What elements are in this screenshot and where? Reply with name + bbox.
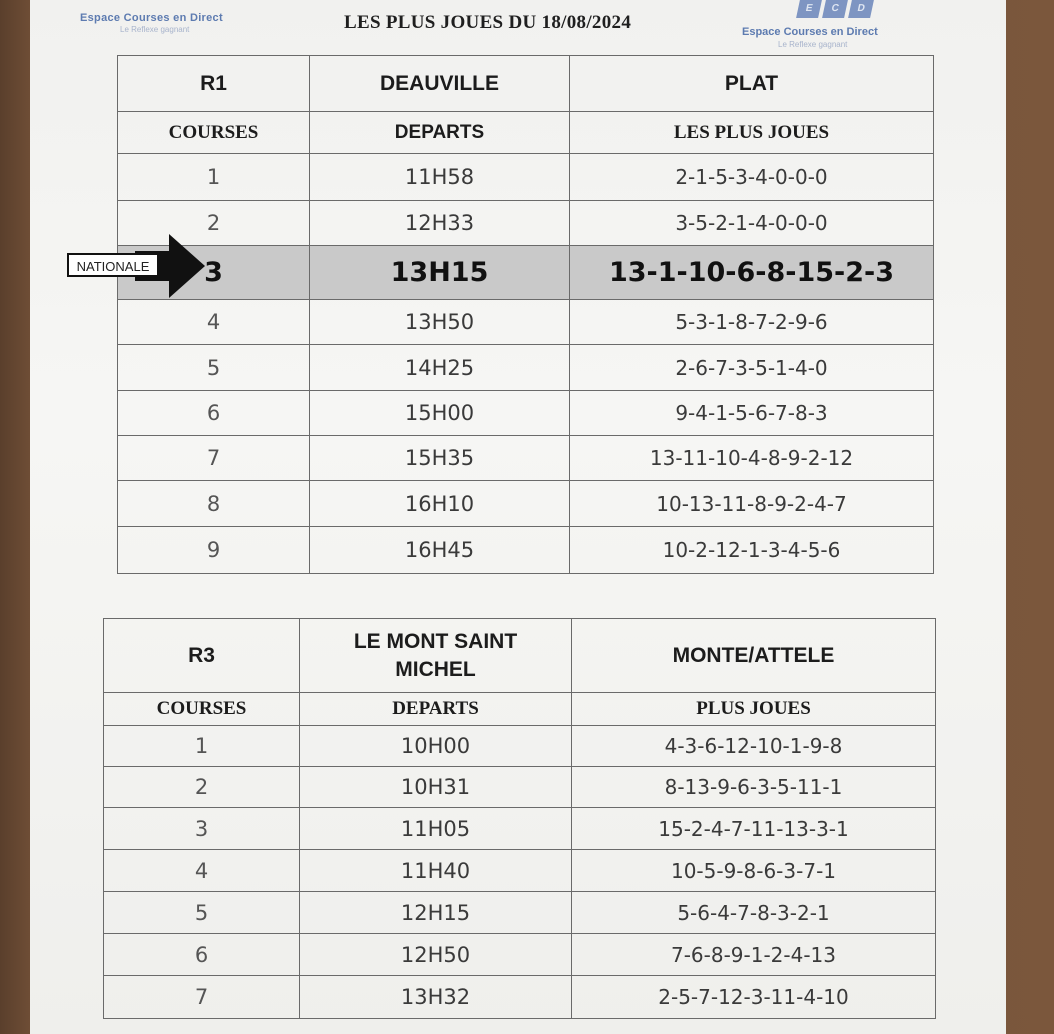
plus-joues-sequence: 2-5-7-12-3-11-4-10 bbox=[572, 976, 936, 1019]
course-number: 7 bbox=[104, 976, 300, 1019]
course-number: 7 bbox=[118, 436, 310, 481]
hippodrome-cell bbox=[300, 619, 572, 693]
depart-time: 16H45 bbox=[310, 527, 570, 574]
col-header-courses: COURSES bbox=[118, 112, 310, 154]
page-title: LES PLUS JOUES DU 18/08/2024 bbox=[344, 12, 632, 33]
logo-left-text: Espace Courses en Direct bbox=[80, 12, 223, 24]
col-header-courses: COURSES bbox=[104, 693, 300, 726]
plus-joues-sequence: 10-2-12-1-3-4-5-6 bbox=[570, 527, 934, 574]
depart-time: 16H10 bbox=[310, 481, 570, 527]
table-row bbox=[118, 201, 934, 246]
plus-joues-sequence: 2-1-5-3-4-0-0-0 bbox=[570, 154, 934, 201]
course-number: 6 bbox=[118, 391, 310, 436]
course-number: 5 bbox=[118, 345, 310, 391]
table-row bbox=[104, 850, 936, 892]
table-r1-deauville bbox=[117, 55, 934, 574]
table-row bbox=[118, 481, 934, 527]
course-number: 3 bbox=[104, 808, 300, 850]
logo-right-text: Espace Courses en Direct bbox=[742, 26, 878, 38]
depart-time: 12H33 bbox=[310, 201, 570, 246]
logo-letters bbox=[798, 0, 876, 18]
plus-joues-sequence: 13-11-10-4-8-9-2-12 bbox=[570, 436, 934, 481]
table-row bbox=[118, 154, 934, 201]
course-number: 2 bbox=[104, 767, 300, 808]
plus-joues-sequence: 5-3-1-8-7-2-9-6 bbox=[570, 300, 934, 345]
depart-time: 15H35 bbox=[310, 436, 570, 481]
depart-time: 10H00 bbox=[300, 726, 572, 767]
discipline-cell: MONTE/ATTELE bbox=[572, 619, 936, 693]
course-number: 2 bbox=[118, 201, 310, 246]
hippodrome-line-2: MICHEL bbox=[395, 657, 476, 681]
logo-letter: E bbox=[796, 0, 822, 18]
table-row bbox=[118, 300, 934, 345]
plus-joues-sequence: 3-5-2-1-4-0-0-0 bbox=[570, 201, 934, 246]
table-row bbox=[104, 976, 936, 1019]
reunion-cell: R1 bbox=[118, 56, 310, 112]
table-row bbox=[104, 934, 936, 976]
course-number: 1 bbox=[118, 154, 310, 201]
table-row bbox=[104, 808, 936, 850]
depart-time: 12H50 bbox=[300, 934, 572, 976]
hippodrome-line-1: LE MONT SAINT bbox=[353, 629, 518, 653]
table-row bbox=[118, 391, 934, 436]
depart-time: 11H05 bbox=[300, 808, 572, 850]
discipline-cell: PLAT bbox=[570, 56, 934, 112]
table-r3-mont-saint-michel bbox=[103, 618, 936, 1019]
logo-right-sub: Le Reflexe gagnant bbox=[778, 40, 848, 49]
col-header-departs: DEPARTS bbox=[310, 112, 570, 154]
depart-time: 13H32 bbox=[300, 976, 572, 1019]
logo-letter: C bbox=[822, 0, 848, 18]
table-row bbox=[118, 527, 934, 574]
table-header-row bbox=[118, 56, 934, 112]
table-header-row bbox=[104, 619, 936, 693]
course-number: 4 bbox=[118, 300, 310, 345]
depart-time: 10H31 bbox=[300, 767, 572, 808]
logo-letter: D bbox=[848, 0, 874, 18]
plus-joues-sequence: 15-2-4-7-11-13-3-1 bbox=[572, 808, 936, 850]
col-header-plus-joues: PLUS JOUES bbox=[572, 693, 936, 726]
course-number: 4 bbox=[104, 850, 300, 892]
logo-left bbox=[80, 12, 290, 42]
course-number: 1 bbox=[104, 726, 300, 767]
plus-joues-sequence: 5-6-4-7-8-3-2-1 bbox=[572, 892, 936, 934]
table-row bbox=[104, 767, 936, 808]
table-subheader-row bbox=[104, 693, 936, 726]
depart-time: 11H40 bbox=[300, 850, 572, 892]
col-header-plus-joues: LES PLUS JOUES bbox=[570, 112, 934, 154]
table-row-highlighted bbox=[118, 246, 934, 300]
plus-joues-sequence: 2-6-7-3-5-1-4-0 bbox=[570, 345, 934, 391]
course-number: 9 bbox=[118, 527, 310, 574]
depart-time: 11H58 bbox=[310, 154, 570, 201]
course-number: 5 bbox=[104, 892, 300, 934]
plus-joues-sequence: 10-5-9-8-6-3-7-1 bbox=[572, 850, 936, 892]
plus-joues-sequence: 4-3-6-12-10-1-9-8 bbox=[572, 726, 936, 767]
table-row bbox=[118, 345, 934, 391]
plus-joues-sequence: 7-6-8-9-1-2-4-13 bbox=[572, 934, 936, 976]
depart-time: 15H00 bbox=[310, 391, 570, 436]
course-number: 8 bbox=[118, 481, 310, 527]
table-row bbox=[104, 726, 936, 767]
depart-time: 13H15 bbox=[310, 246, 570, 300]
logo-right bbox=[742, 3, 962, 49]
table-subheader-row bbox=[118, 112, 934, 154]
course-number: 6 bbox=[104, 934, 300, 976]
depart-time: 12H15 bbox=[300, 892, 572, 934]
plus-joues-sequence: 13-1-10-6-8-15-2-3 bbox=[570, 246, 934, 300]
nationale-annotation bbox=[65, 231, 205, 301]
col-header-departs: DEPARTS bbox=[300, 693, 572, 726]
reunion-cell: R3 bbox=[104, 619, 300, 693]
page-header bbox=[80, 3, 980, 49]
plus-joues-sequence: 9-4-1-5-6-7-8-3 bbox=[570, 391, 934, 436]
table-row bbox=[118, 436, 934, 481]
nationale-label: NATIONALE bbox=[67, 253, 159, 277]
table-row bbox=[104, 892, 936, 934]
depart-time: 14H25 bbox=[310, 345, 570, 391]
plus-joues-sequence: 8-13-9-6-3-5-11-1 bbox=[572, 767, 936, 808]
logo-left-sub: Le Reflexe gagnant bbox=[120, 25, 190, 34]
hippodrome-cell: DEAUVILLE bbox=[310, 56, 570, 112]
depart-time: 13H50 bbox=[310, 300, 570, 345]
plus-joues-sequence: 10-13-11-8-9-2-4-7 bbox=[570, 481, 934, 527]
course-number: 3 bbox=[118, 246, 310, 300]
